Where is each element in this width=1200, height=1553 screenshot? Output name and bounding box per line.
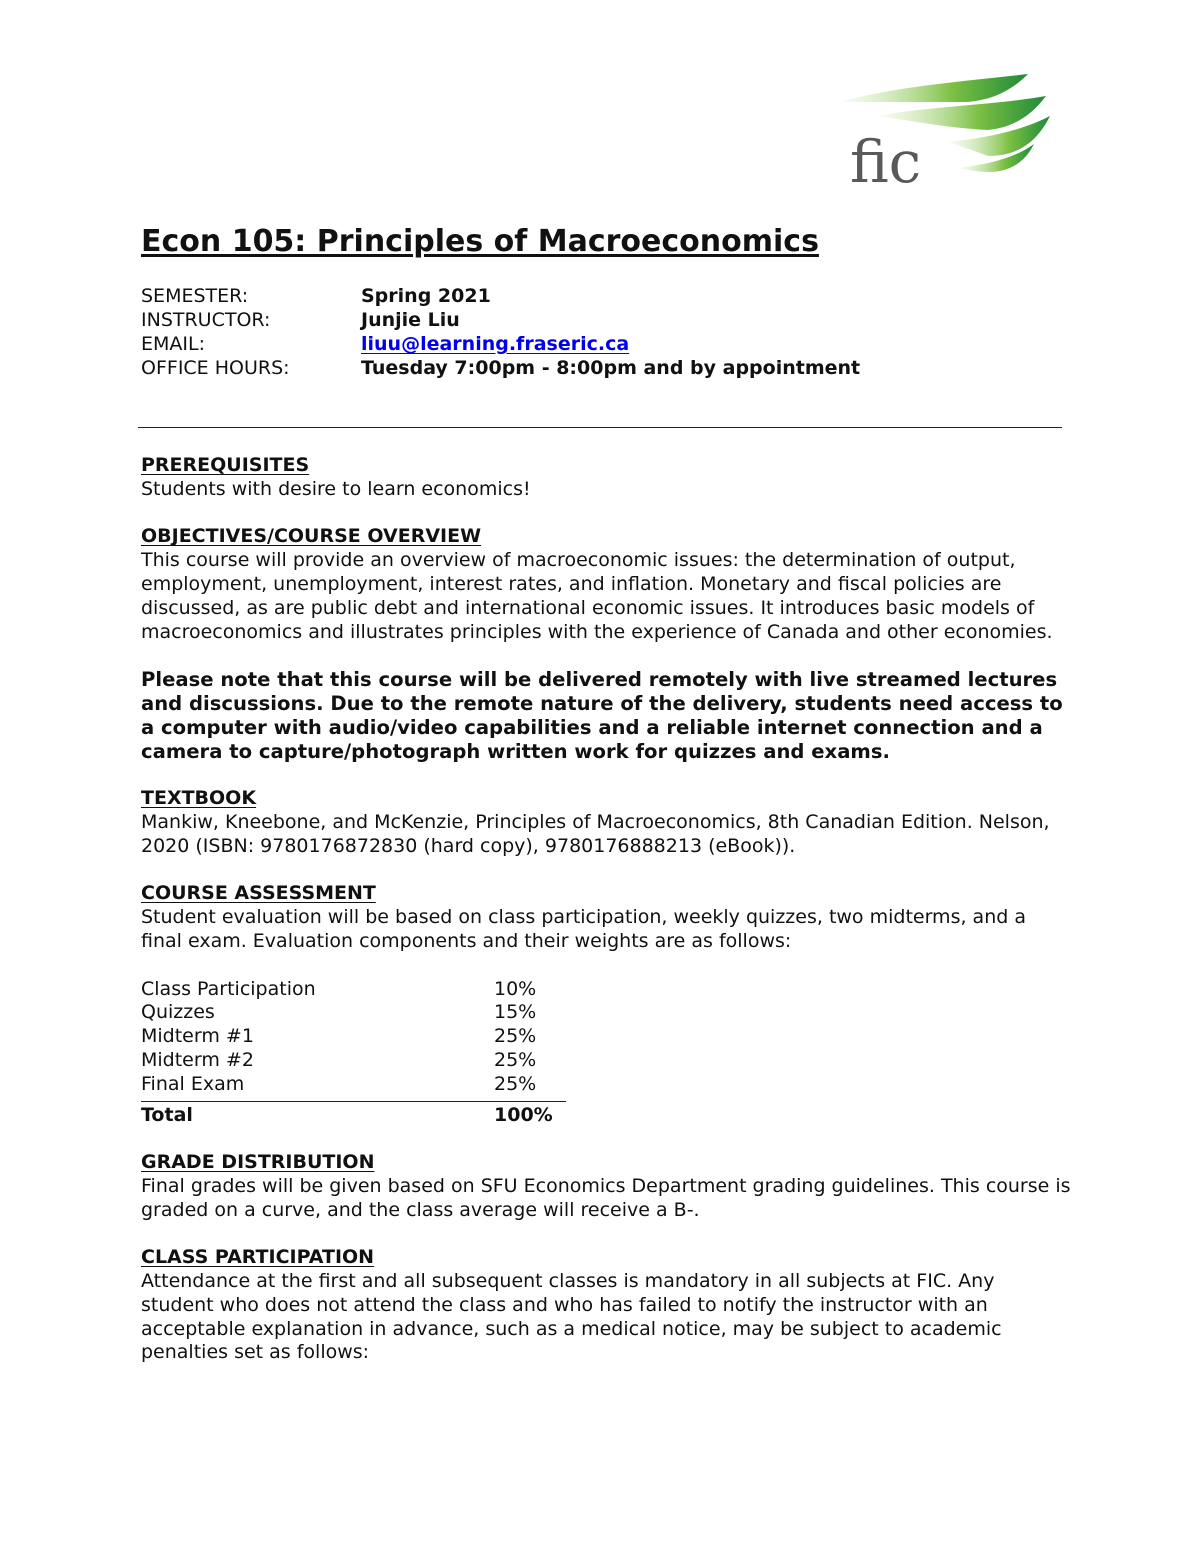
info-row-office-hours <box>141 356 860 380</box>
assessment-name: Midterm #1 <box>141 1025 254 1048</box>
fic-logo <box>838 72 1053 190</box>
section-text: Final grades will be given based on SFU Economics Department grading guidelines. This course is graded on a curve, and the class average will receive a B-. <box>141 1174 1071 1221</box>
section-objectives <box>141 525 1071 644</box>
section-heading: GRADE DISTRIBUTION <box>141 1151 375 1174</box>
assessment-row <box>141 978 566 1002</box>
section-assessment <box>141 882 1071 1127</box>
info-row-email <box>141 332 860 356</box>
assessment-table <box>141 978 566 1128</box>
course-info <box>141 284 860 380</box>
info-row-semester <box>141 284 860 308</box>
assessment-weight: 15% <box>494 1001 537 1024</box>
assessment-total-label: Total <box>141 1103 193 1126</box>
section-text: This course will provide an overview of macroeconomic issues: the determination of output, employment, unemployment, interest rates, and inflation. Monetary and fiscal policies are discussed, as are public debt and international economic issues. It introduces basic models of macroeconomics and illustrates principles with the experience of Canada and other economies. <box>141 549 1053 643</box>
logo-swoosh-1 <box>840 74 1028 102</box>
section-prerequisites <box>141 454 1071 502</box>
section-heading: OBJECTIVES/COURSE OVERVIEW <box>141 525 482 548</box>
assessment-weight: 25% <box>494 1048 537 1071</box>
section-textbook <box>141 787 1071 858</box>
assessment-row <box>141 1073 566 1097</box>
info-label: INSTRUCTOR: <box>141 309 271 331</box>
page-title: Econ 105: Principles of Macroeconomics <box>141 224 819 259</box>
section-text: Students with desire to learn economics! <box>141 477 531 500</box>
info-label: SEMESTER: <box>141 285 249 307</box>
syllabus-body <box>141 454 1071 1389</box>
section-class-participation <box>141 1246 1071 1365</box>
info-value: Junjie Liu <box>361 309 460 331</box>
section-heading: COURSE ASSESSMENT <box>141 882 376 905</box>
assessment-name: Class Participation <box>141 977 316 1000</box>
section-text: Student evaluation will be based on class participation, weekly quizzes, two midterms, and a final exam. Evaluation components and their weights are as follows: <box>141 906 1026 952</box>
info-label: OFFICE HOURS: <box>141 357 290 379</box>
section-grade-distribution <box>141 1151 1071 1222</box>
assessment-total-value: 100% <box>494 1103 553 1126</box>
assessment-weight: 10% <box>494 977 537 1000</box>
info-value <box>361 332 629 356</box>
assessment-weight: 25% <box>494 1072 537 1095</box>
section-text: Attendance at the first and all subsequent classes is mandatory in all subjects at FIC. Any student who does not attend the class and who has failed to notify the instructor with an acceptable explanation in advance, such as a medical notice, may be subject to academic penalties set as follows: <box>141 1270 1002 1364</box>
info-label: EMAIL: <box>141 333 205 355</box>
logo-text: fic <box>850 128 922 190</box>
section-text: Mankiw, Kneebone, and McKenzie, Principles of Macroeconomics, 8th Canadian Edition. Nelson, 2020 (ISBN: 9780176872830 (hard copy), 9780176888213 (eBook)). <box>141 810 1050 857</box>
assessment-name: Quizzes <box>141 1001 215 1024</box>
assessment-name: Final Exam <box>141 1072 245 1095</box>
assessment-row <box>141 1049 566 1073</box>
remote-delivery-note: Please note that this course will be delivered remotely with live streamed lectures and discussions. Due to the remote nature of the delivery, students need access to a computer with audio/video capabilities and a reliable internet connection and a camera to capture/photograph written work for quizzes and exams. <box>141 668 1063 763</box>
section-heading: TEXTBOOK <box>141 787 257 810</box>
assessment-row <box>141 1025 566 1049</box>
assessment-weight: 25% <box>494 1025 537 1048</box>
section-heading: CLASS PARTICIPATION <box>141 1246 375 1269</box>
assessment-total-row <box>141 1101 566 1128</box>
info-value: Spring 2021 <box>361 285 491 307</box>
email-link[interactable]: liuu@learning.fraseric.ca <box>361 333 630 355</box>
section-heading: PREREQUISITES <box>141 454 310 476</box>
info-value: Tuesday 7:00pm - 8:00pm and by appointment <box>361 357 861 379</box>
assessment-name: Midterm #2 <box>141 1048 254 1071</box>
info-row-instructor <box>141 308 860 332</box>
assessment-row <box>141 1001 566 1025</box>
horizontal-divider <box>138 427 1062 428</box>
